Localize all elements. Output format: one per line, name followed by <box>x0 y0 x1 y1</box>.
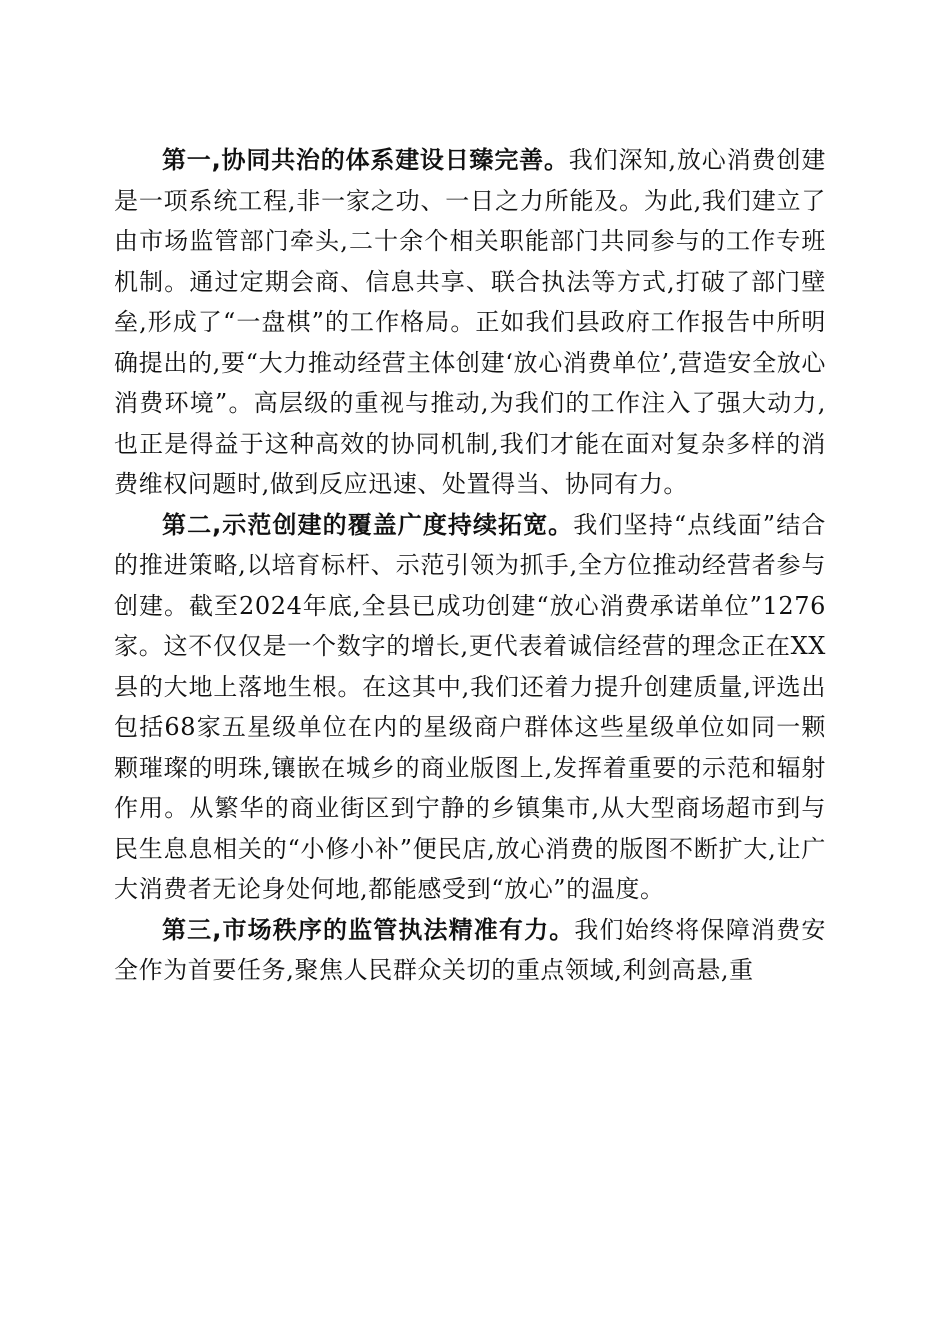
paragraph-2 <box>114 505 826 910</box>
paragraph-1-lead: 第一,协同共治的体系建设日臻完善。 <box>162 146 569 174</box>
paragraph-1-body: 我们深知,放心消费创建是一项系统工程,非一家之功、一日之力所能及。为此,我们建立了由市场监管部门牵头,二十余个相关职能部门共同参与的工作专班机制。通过定期会商、信息共享、联合执法等方式,打破了部门壁垒,形成了“一盘棋”的工作格局。正如我们县政府工作报告中所明确提出的,要“大力推动经营主体创建‘放心消费单位’,营造安全放心消费环境”。高层级的重视与推动,为我们的工作注入了强大动力,也正是得益于这种高效的协同机制,我们才能在面对复杂多样的消费维权问题时,做到反应迅速、处置得当、协同有力。 <box>114 146 826 498</box>
paragraph-2-body: 我们坚持“点线面”结合的推进策略,以培育标杆、示范引领为抓手,全方位推动经营者参与创建。截至2024年底,全县已成功创建“放心消费承诺单位”1276家。这不仅仅是一个数字的增长,更代表着诚信经营的理念正在XX县的大地上落地生根。在这其中,我们还着力提升创建质量,评选出包括68家五星级单位在内的星级商户群体这些星级单位如同一颗颗璀璨的明珠,镶嵌在城乡的商业版图上,发挥着重要的示范和辐射作用。从繁华的商业街区到宁静的乡镇集市,从大型商场超市到与民生息息相关的“小修小补”便民店,放心消费的版图不断扩大,让广大消费者无论身处何地,都能感受到“放心”的温度。 <box>114 510 826 903</box>
paragraph-3-lead: 第三,市场秩序的监管执法精准有力。 <box>162 915 575 944</box>
document-body <box>114 140 826 991</box>
paragraph-1 <box>114 140 826 505</box>
paragraph-3-body: 我们始终将保障消费安全作为首要任务,聚焦人民群众关切的重点领域,利剑高悬,重 <box>114 915 826 984</box>
paragraph-2-lead: 第二,示范创建的覆盖广度持续拓宽。 <box>162 510 574 539</box>
paragraph-3 <box>114 910 826 991</box>
